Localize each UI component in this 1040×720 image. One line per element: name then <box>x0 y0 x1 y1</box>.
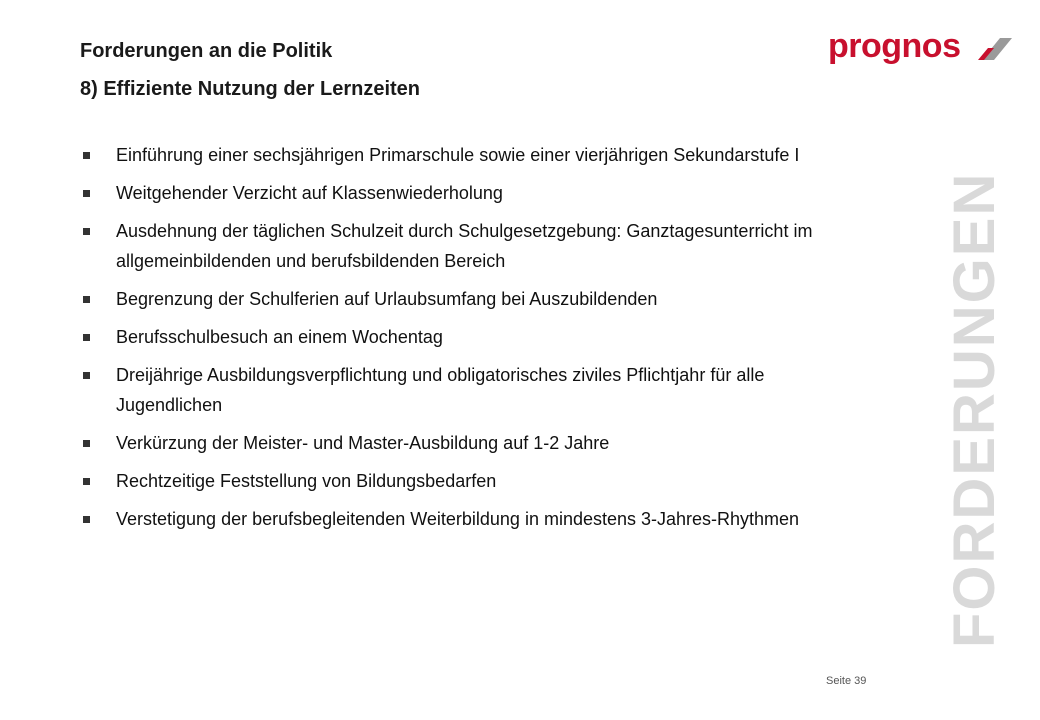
slide-title: Forderungen an die Politik <box>80 40 333 62</box>
list-item <box>80 140 850 170</box>
page-number: Seite 39 <box>826 675 867 687</box>
bullet-list <box>80 140 850 542</box>
logo-wordmark: prognos <box>828 27 961 65</box>
list-item <box>80 466 850 496</box>
list-item <box>80 284 850 314</box>
list-item-text: Berufsschulbesuch an einem Wochentag <box>116 327 443 347</box>
list-item <box>80 360 850 420</box>
bullet-square-icon <box>83 190 90 197</box>
list-item-text: Dreijährige Ausbildungsverpflichtung und obligatorisches ziviles Pflichtjahr für alle Jugendlichen <box>116 365 765 415</box>
list-item <box>80 428 850 458</box>
list-item-text: Verkürzung der Meister- und Master-Ausbildung auf 1-2 Jahre <box>116 433 610 453</box>
bullet-square-icon <box>83 440 90 447</box>
bullet-square-icon <box>83 516 90 523</box>
prognos-logo <box>828 26 1018 70</box>
list-item <box>80 216 850 276</box>
bullet-square-icon <box>83 296 90 303</box>
list-item-text: Rechtzeitige Feststellung von Bildungsbedarfen <box>116 471 497 491</box>
bullet-square-icon <box>83 478 90 485</box>
list-item-text: Begrenzung der Schulferien auf Urlaubsumfang bei Auszubildenden <box>116 289 658 309</box>
list-item-text: Einführung einer sechsjährigen Primarschule sowie einer vierjährigen Sekundarstufe I <box>116 145 800 165</box>
list-item-text: Verstetigung der berufsbegleitenden Weiterbildung in mindestens 3-Jahres-Rhythmen <box>116 509 800 529</box>
list-item-text: Weitgehender Verzicht auf Klassenwiederholung <box>116 183 503 203</box>
list-item-text: Ausdehnung der täglichen Schulzeit durch Schulgesetzgebung: Ganztagesunterricht im allgemeinbildenden und berufsbildenden Bereich <box>116 221 813 271</box>
bullet-square-icon <box>83 372 90 379</box>
list-item <box>80 504 850 534</box>
logo-swoosh-icon <box>978 36 1014 62</box>
bullet-square-icon <box>83 228 90 235</box>
list-item <box>80 178 850 208</box>
vertical-section-label: FORDERUNGEN <box>942 171 1007 648</box>
bullet-square-icon <box>83 152 90 159</box>
list-item <box>80 322 850 352</box>
slide-subtitle: 8) Effiziente Nutzung der Lernzeiten <box>80 78 421 100</box>
bullet-square-icon <box>83 334 90 341</box>
